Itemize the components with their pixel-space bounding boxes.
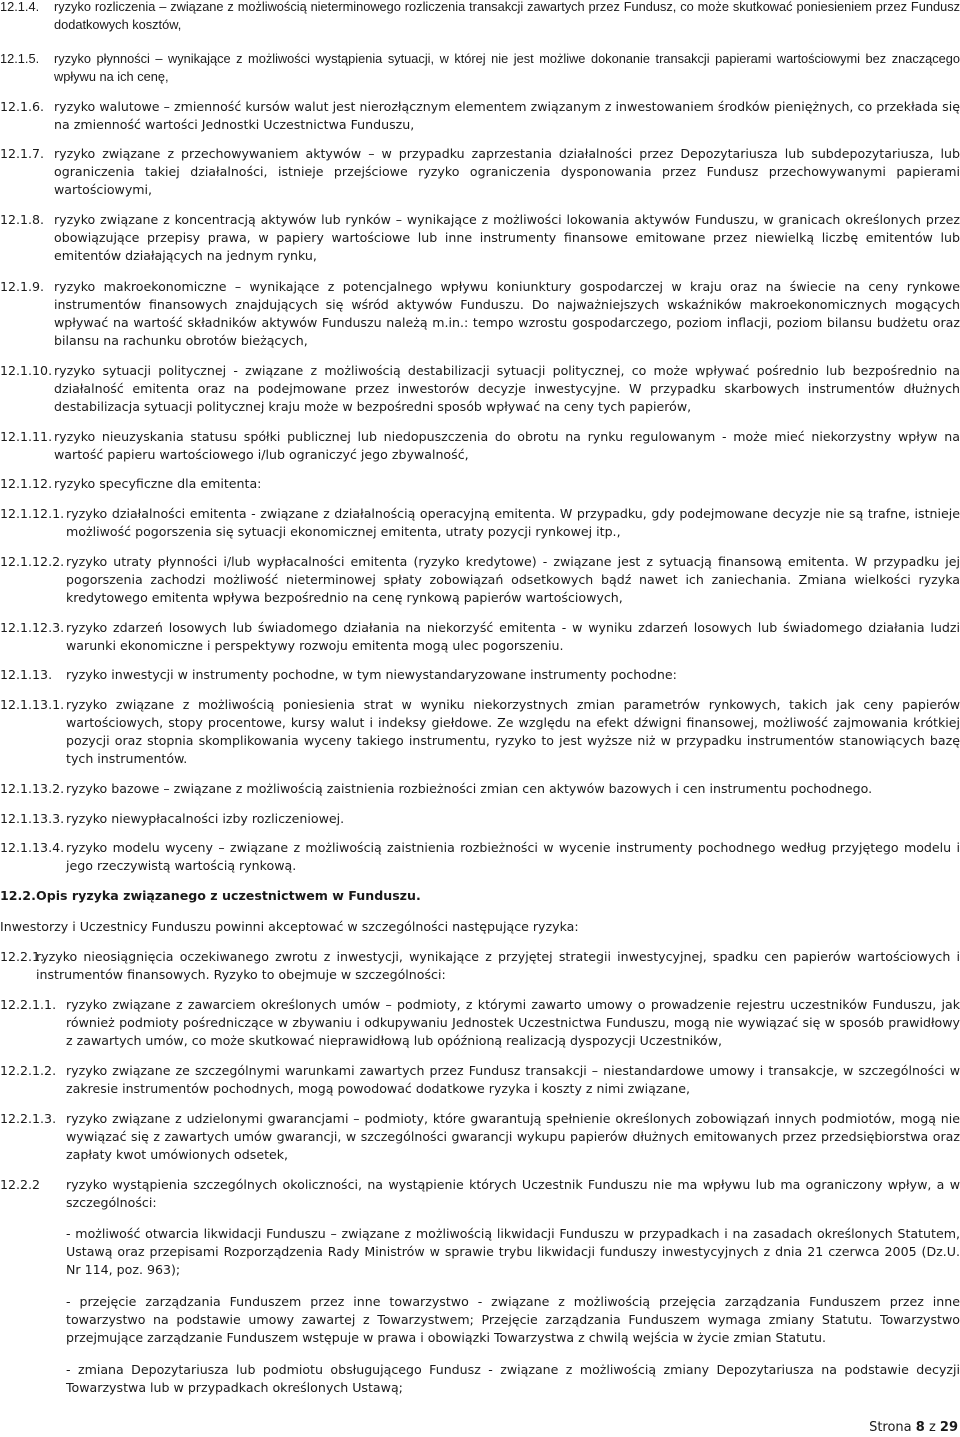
item-number: 12.1.12.3. [0,620,65,635]
list-item [0,696,960,768]
section-number: 12.2. [0,888,36,903]
item-text: ryzyko związane ze szczególnymi warunkami zawartych przez Fundusz transakcji – niestandardowe umowy i transakcje, w szczególności w zakresie instrumentów pochodnych, mogą powodować dodatkowe ryzyka i koszty z nimi związane, [66,1063,960,1096]
item-number: 12.1.12.2. [0,554,65,569]
item-text: ryzyko specyficzne dla emitenta: [54,476,262,491]
list-item [0,1110,960,1164]
item-number: 12.1.13.2. [0,781,65,796]
item-number: 12.1.5. [0,51,40,66]
list-item [0,1062,960,1098]
section-heading [0,887,960,905]
item-number: 12.1.13.4. [0,840,65,855]
list-item [0,619,960,655]
item-number: 12.2.1.1. [0,997,57,1012]
item-text: ryzyko sytuacji politycznej - związane z możliwością destabilizacji sytuacji politycznej, co może wpływać pośrednio lub bezpośrednio na działalność emitenta oraz na podejmowane przez inwestorów decyzje inwestycyjne. W przypadku skarbowych instrumentów dłużnych destabilizacja sytuacji politycznej kraju może w bezpośredni sposób wpływać na ceny tych papierów, [54,363,960,414]
item-text: ryzyko inwestycji w instrumenty pochodne, w tym niewystandaryzowane instrumenty pochodne: [66,667,677,682]
list-item [0,362,960,416]
current-page-number: 8 [915,1420,925,1435]
intro-paragraph: Inwestorzy i Uczestnicy Funduszu powinni akceptować w szczególności następujące ryzyka: [0,919,579,934]
sub-item: - zmiana Depozytariusza lub podmiotu obsługującego Fundusz - związane z możliwością zmiany Depozytariusza na podstawie decyzji Towarzystwa lub w przypadkach określonych Ustawą; [66,1362,960,1395]
total-pages-number: 29 [939,1420,958,1435]
list-item [0,50,960,86]
item-text: ryzyko rozliczenia – związane z możliwością nieterminowego rozliczenia transakcji zawartych przez Fundusz, co może skutkować poniesieniem przez Fundusz dodatkowych kosztów, [54,0,960,32]
item-text: ryzyko związane z koncentracją aktywów lub rynków – wynikające z możliwości lokowania aktywów Funduszu, w granicach określonych przez obowiązujące przepisy prawa, w papiery wartościowe lub inne instrumenty finansowe emitowane przez niewielką liczbę emitentów lub emitentów działających na jednym rynku, [54,212,960,263]
item-text: ryzyko utraty płynności i/lub wypłacalności emitenta (ryzyko kredytowe) - związane jest z sytuacją finansową emitenta. W przypadku jej pogorszenia zachodzi możliwość nieterminowej spłaty zobowiązań odsetkowych bądź nawet ich zaniechania. Zmiana wielkości ryzyka kredytowego emitenta wpływa bezpośrednio na cenę rynkową papierów wartościowych, [66,554,960,605]
item-text: ryzyko związane z udzielonymi gwarancjami – podmioty, które gwarantują spełnienie określonych zobowiązań innych podmiotów, mogą nie wywiązać się z zawartych umów gwarancji, w szczególności gwarancji wykupu papierów dłużnych emitowanych przez przedsiębiorstwa oraz zapłaty kwot umówionych odsetek, [66,1111,960,1162]
list-item [0,666,960,684]
list-item [0,553,960,607]
list-item [0,505,960,541]
item-number: 12.1.7. [0,146,45,161]
item-text: ryzyko wystąpienia szczególnych okoliczności, na wystąpienie których Uczestnik Funduszu nie ma wpływu lub ma ograniczony wpływ, a w szczególności: [66,1177,960,1210]
item-text: ryzyko makroekonomiczne – wynikające z potencjalnego wpływu koniunktury gospodarczej w kraju oraz na świecie na ceny rynkowe instrumentów finansowych znajdujących się wśród aktywów Funduszu. Do najważniejszych wskaźników makroekonomicznych mogących wpływać na wartość składników aktywów Funduszu należą m.in.: tempo wzrostu gospodarczego, poziom inflacji, poziom bilansu budżetu oraz bilansu na rachunku obrotów bieżących, [54,279,960,348]
item-number: 12.1.11. [0,429,53,444]
item-number: 12.1.6. [0,99,45,114]
list-item [0,0,960,34]
item-number: 12.2.1.3. [0,1111,57,1126]
item-number: 12.2.1. [0,949,45,964]
list-item [0,98,960,134]
item-text: ryzyko modelu wyceny – związane z możliwością zaistnienia rozbieżności w wycenie instrumenty pochodnego według przyjętego modelu i jego rzeczywistą wartością rynkową. [66,840,960,873]
list-item [0,428,960,464]
item-text: ryzyko nieosiągnięcia oczekiwanego zwrotu z inwestycji, wynikające z przyjętej strategii inwestycyjnej, spadku cen papierów wartościowych i instrumentów finansowych. Ryzyko to obejmuje w szczególności: [36,949,960,982]
list-item [0,810,960,828]
item-number: 12.1.13. [0,667,53,682]
item-number: 12.2.2 [0,1177,41,1192]
section-title: Opis ryzyka związanego z uczestnictwem w Funduszu. [36,888,421,903]
footer-prefix: Strona [869,1420,916,1435]
item-text: ryzyko związane z możliwością poniesienia strat w wyniku niekorzystnych zmian parametrów rynkowych, takich jak ceny papierów wartościowych, stopy procentowe, kursy walut i indeksy giełdowe. Ze względu na efekt dźwigni finansowej, możliwość zajmowania krótkiej pozycji oraz stopnia skomplikowania wyceny takiego instrumentu, ryzyko to jest wyższe niż w przypadku instrumentów stanowiących bazę tych instrumentów. [66,697,960,766]
item-number: 12.1.12. [0,476,53,491]
list-item [0,145,960,199]
page-footer [869,1419,958,1437]
item-text: ryzyko związane z zawarciem określonych umów – podmioty, z którymi zawarto umowy o prowadzenie rejestru uczestników Funduszu, jak również podmioty pośredniczące w zbywaniu i odkupywaniu Jednostek Uczestnictwa Funduszu, mogą nie wywiązać się w sposób prawidłowy z zawartych umów, co może skutkować nieprawidłową lub opóźnioną realizacją dyspozycji Uczestników, [66,997,960,1048]
list-item [0,996,960,1050]
item-text: ryzyko bazowe – związane z możliwością zaistnienia rozbieżności zmian cen aktywów bazowych i cen instrumentu pochodnego. [66,781,873,796]
list-item [0,211,960,265]
item-number: 12.1.9. [0,279,45,294]
item-number: 12.1.12.1. [0,506,65,521]
list-item [0,475,960,493]
list-item [0,278,960,350]
item-text: ryzyko zdarzeń losowych lub świadomego działania na niekorzyść emitenta - w wyniku zdarzeń losowych lub świadomego działania ludzi warunki ekonomiczne i perspektywy rozwoju emitenta mogą ulec pogorszeniu. [66,620,960,653]
item-text: ryzyko płynności – wynikające z możliwości wystąpienia sytuacji, w której nie jest możliwe dokonanie transakcji papierami wartościowymi bez znaczącego wpływu na ich cenę, [54,51,960,84]
footer-separator: z [924,1420,940,1435]
item-number: 12.1.8. [0,212,45,227]
list-item [0,780,960,798]
item-text: ryzyko nieuzyskania statusu spółki publicznej lub niedopuszczenia do obrotu na rynku regulowanym - może mieć niekorzystny wpływ na wartość papieru wartościowego i/lub ograniczyć jego zbywalność, [54,429,960,462]
item-number: 12.1.13.1. [0,697,65,712]
sub-item: - przejęcie zarządzania Funduszem przez inne towarzystwo - związane z możliwością przejęcia zarządzania Funduszem przez inne towarzystwo na podstawie umowy zawartej z Towarzystwem; Przejęcie zarządzania Funduszem wymaga zmiany Statutu. Towarzystwo przejmujące zarządzanie Funduszem wstępuje w prawa i obowiązki Towarzystwa z chwilą wejścia w życie zmian Statutu. [66,1294,960,1345]
item-text: ryzyko walutowe – zmienność kursów walut jest nierozłącznym elementem związanym z inwestowaniem środków pieniężnych, co przekłada się na zmienność wartości Jednostki Uczestnictwa Funduszu, [54,99,960,132]
item-number: 12.1.4. [0,0,40,14]
item-text: ryzyko działalności emitenta - związane z działalnością operacyjną emitenta. W przypadku, gdy podejmowane decyzje nie są trafne, istnieje możliwość pogorszenia się sytuacji ekonomicznej emitenta, utraty pozycji rynkowej itp., [66,506,960,539]
item-number: 12.1.10. [0,363,53,378]
item-text: ryzyko niewypłacalności izby rozliczeniowej. [66,811,345,826]
item-number: 12.1.13.3. [0,811,65,826]
item-text: ryzyko związane z przechowywaniem aktywów – w przypadku zaprzestania działalności przez Depozytariusza lub subdepozytariusza, lub ograniczenia takiej działalności, istnieje przejściowe ryzyko ograniczenia dysponowania przez Fundusz przechowywanymi papierami wartościowymi, [54,146,960,197]
sub-item: - możliwość otwarcia likwidacji Funduszu – związane z możliwością likwidacji Funduszu w przypadkach i na zasadach określonych Statutem, Ustawą oraz przepisami Rozporządzenia Rady Ministrów w sprawie trybu likwidacji funduszy inwestycyjnych z dnia 21 czerwca 2005 (Dz.U. Nr 114, poz. 963); [66,1226,960,1277]
list-item [0,948,960,984]
list-item [0,1176,960,1212]
item-number: 12.2.1.2. [0,1063,57,1078]
list-item [0,839,960,875]
